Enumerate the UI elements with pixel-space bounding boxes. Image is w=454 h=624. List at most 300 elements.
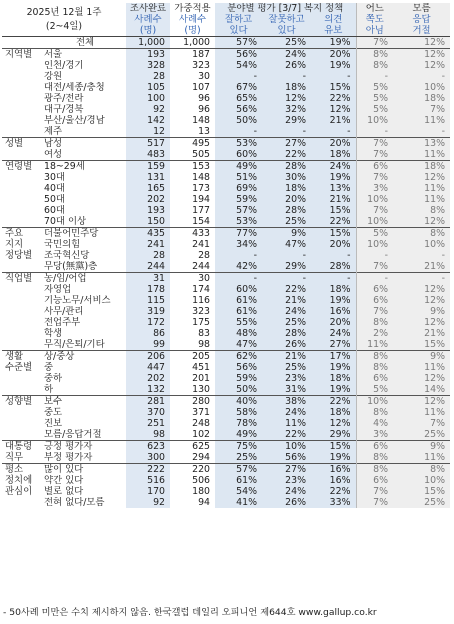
cell-n: 172 — [126, 317, 170, 328]
cell-dk: 11% — [393, 194, 450, 205]
table-row — [2, 104, 450, 115]
cell-dk: 12% — [393, 295, 450, 306]
cell-bad: 47% — [262, 239, 311, 250]
cell-w: 323 — [192, 306, 211, 317]
cell-good: 67% — [215, 82, 262, 93]
cell-w: 148 — [192, 115, 211, 126]
row-label: 조국혁신당 — [44, 250, 90, 261]
row-label: 학생 — [44, 328, 63, 339]
cell-n: 516 — [126, 475, 170, 486]
cell-mix: 4% — [356, 418, 393, 429]
row-label: 전혀 없다/모름 — [44, 497, 105, 508]
cell-bad: 22% — [262, 429, 311, 441]
cell-mix: 7% — [356, 138, 393, 150]
cell-bad: 21% — [262, 295, 311, 306]
cell-n: 178 — [126, 284, 170, 295]
row-label: 전업주부 — [44, 317, 81, 328]
cell-dk: 18% — [393, 93, 450, 104]
cell-good: 77% — [215, 228, 262, 240]
row-label: 70대 이상 — [44, 216, 87, 227]
col-good: 잘하고 — [215, 14, 262, 25]
cell-n: 28 — [126, 71, 170, 82]
col-survey-n: (명) — [126, 25, 170, 37]
cell-mix: 6% — [356, 373, 393, 384]
cell-mix: 11% — [356, 339, 393, 351]
cell-n: 100 — [126, 93, 170, 104]
cell-good: 57% — [215, 37, 262, 49]
col-dk-2: 응답 — [393, 14, 450, 25]
survey-dates: (2~4일) — [45, 20, 83, 32]
cell-n: 222 — [126, 464, 170, 476]
row-label: 강원 — [44, 71, 63, 82]
row-label: 부산/울산/경남 — [44, 115, 105, 126]
cell-dk: 12% — [393, 216, 450, 228]
table-row — [2, 396, 450, 408]
cell-res: 19% — [311, 60, 356, 71]
cell-bad: 28% — [262, 328, 311, 339]
cell-n: 202 — [126, 194, 170, 205]
col-weight-n: (명) — [170, 25, 215, 37]
cell-w: 28 — [198, 250, 211, 261]
cell-n: 447 — [126, 362, 170, 373]
cell-w: 94 — [198, 497, 211, 508]
group-label — [2, 37, 42, 49]
cell-bad: - — [262, 273, 311, 285]
row-label: 전체 — [42, 37, 126, 49]
cell-n: 193 — [126, 49, 170, 61]
cell-good: 34% — [215, 239, 262, 250]
cell-w: 30 — [198, 71, 211, 82]
cell-good: 49% — [215, 161, 262, 173]
cell-w: 96 — [198, 93, 211, 104]
cell-bad: 12% — [262, 93, 311, 104]
cell-res: 19% — [311, 452, 356, 464]
cell-mix: - — [356, 250, 393, 261]
cell-dk: 11% — [393, 149, 450, 161]
col-mixed-3: 아님 — [356, 25, 393, 37]
cell-good: 75% — [215, 441, 262, 453]
row-label: 40대 — [44, 183, 65, 194]
col-good-2: 있다 — [215, 25, 262, 37]
cell-dk: 15% — [393, 486, 450, 497]
cell-good: 41% — [215, 497, 262, 508]
cell-w: 96 — [198, 104, 211, 115]
cell-mix: 7% — [356, 172, 393, 183]
group-label — [2, 464, 42, 509]
cell-mix: 5% — [356, 384, 393, 396]
group-label — [2, 441, 42, 464]
table-row — [2, 126, 450, 138]
cell-good: - — [215, 273, 262, 285]
group-label-line: 지역별 — [5, 49, 33, 60]
cell-res: 22% — [311, 93, 356, 104]
footnote: - 50사례 미만은 수치 제시하지 않음. 한국갤럽 데일리 오피니언 제644호 www.gallup.co.kr — [3, 607, 377, 618]
row-label: 중하 — [44, 373, 63, 384]
row-label: 부정 평가자 — [44, 452, 93, 463]
cell-w: 244 — [192, 261, 211, 272]
cell-bad: 26% — [262, 60, 311, 71]
cell-mix: 5% — [356, 228, 393, 240]
cell-n: 193 — [126, 205, 170, 216]
cell-n: 28 — [126, 250, 170, 261]
group-label-line: 직업별 — [5, 273, 33, 284]
cell-n: 319 — [126, 306, 170, 317]
cell-n: 98 — [126, 429, 170, 441]
cell-mix: 7% — [356, 497, 393, 508]
cell-bad: 23% — [262, 475, 311, 486]
col-mixed-2: 쪽도 — [356, 14, 393, 25]
col-weighted-count: 가중적용 — [174, 3, 211, 14]
row-label: 하 — [44, 384, 54, 395]
cell-w: 371 — [192, 407, 211, 418]
group-label — [2, 49, 42, 138]
col-mixed: 어느 — [356, 3, 393, 14]
cell-good: 65% — [215, 93, 262, 104]
row-label: 30대 — [44, 172, 65, 183]
cell-w: 30 — [170, 273, 215, 285]
results-table — [2, 3, 450, 508]
cell-n: 251 — [126, 418, 170, 429]
table-row — [2, 216, 450, 228]
table-row — [2, 306, 450, 317]
cell-dk: 18% — [393, 161, 450, 173]
cell-bad: 26% — [262, 339, 311, 351]
row-label: 보수 — [42, 396, 126, 408]
row-label: 무직/은퇴/기타 — [44, 339, 105, 350]
table-row — [2, 172, 450, 183]
cell-res: 21% — [311, 194, 356, 205]
cell-mix: 7% — [356, 149, 393, 161]
cell-good: 61% — [215, 475, 262, 486]
cell-res: 15% — [311, 441, 356, 453]
cell-dk: 9% — [393, 351, 450, 363]
cell-dk: - — [393, 250, 450, 261]
group-label-line: 생활 — [5, 351, 24, 362]
group-label — [2, 273, 42, 351]
cell-good: 50% — [215, 115, 262, 126]
cell-bad: 18% — [262, 183, 311, 194]
group-label-line: 정당별 — [5, 250, 33, 261]
cell-res: 15% — [311, 205, 356, 216]
cell-good: 78% — [215, 418, 262, 429]
table-row — [2, 452, 450, 464]
row-label: 광주/전라 — [44, 93, 84, 104]
cell-res: 20% — [311, 138, 356, 150]
cell-mix: 10% — [356, 396, 393, 408]
cell-res: 29% — [311, 429, 356, 441]
table-row — [2, 93, 450, 104]
row-label: 60대 — [44, 205, 65, 216]
cell-mix: 6% — [356, 284, 393, 295]
cell-dk: 21% — [393, 261, 450, 273]
table-row — [2, 261, 450, 273]
cell-dk: 11% — [393, 115, 450, 126]
cell-dk: - — [393, 273, 450, 285]
cell-mix: - — [356, 71, 393, 82]
cell-w: 241 — [192, 239, 211, 250]
group-label-line: 지지 — [5, 239, 24, 250]
cell-bad: 27% — [262, 138, 311, 150]
cell-mix: 5% — [356, 104, 393, 115]
cell-dk: 12% — [393, 373, 450, 384]
cell-n: 328 — [126, 60, 170, 71]
cell-bad: 31% — [262, 384, 311, 396]
row-label: 약간 있다 — [44, 475, 84, 486]
cell-good: 54% — [215, 60, 262, 71]
cell-dk: 9% — [393, 441, 450, 453]
table-row — [2, 228, 450, 240]
group-label-line: 관심이 — [5, 486, 33, 497]
table-row — [2, 497, 450, 508]
cell-res: 19% — [311, 172, 356, 183]
cell-res: 24% — [311, 161, 356, 173]
cell-bad: 9% — [262, 228, 311, 240]
cell-mix: 8% — [356, 362, 393, 373]
cell-bad: 29% — [262, 261, 311, 273]
cell-dk: - — [393, 126, 450, 138]
group-label-line: 성향별 — [5, 396, 33, 407]
cell-dk: 8% — [393, 464, 450, 476]
table-body — [2, 37, 450, 509]
row-label: 기능노무/서비스 — [44, 295, 111, 306]
cell-n: 170 — [126, 486, 170, 497]
table-row — [2, 384, 450, 396]
table-header — [2, 3, 450, 37]
cell-dk: 11% — [393, 362, 450, 373]
cell-w: 148 — [192, 172, 211, 183]
cell-w: 433 — [170, 228, 215, 240]
cell-res: 15% — [311, 228, 356, 240]
row-label: 긍정 평가자 — [42, 441, 126, 453]
cell-bad: 11% — [262, 418, 311, 429]
cell-good: 42% — [215, 261, 262, 273]
cell-bad: 26% — [262, 497, 311, 508]
table-row — [2, 339, 450, 351]
cell-dk: 13% — [393, 138, 450, 150]
cell-good: - — [215, 71, 262, 82]
cell-good: 54% — [215, 486, 262, 497]
cell-res: 20% — [311, 49, 356, 61]
group-label-line: 수준별 — [5, 362, 33, 373]
table-row — [2, 441, 450, 453]
cell-mix: - — [356, 126, 393, 138]
cell-n: 92 — [126, 104, 170, 115]
cell-good: 61% — [215, 306, 262, 317]
cell-mix: 3% — [356, 429, 393, 441]
cell-bad: - — [262, 126, 311, 138]
cell-w: 130 — [192, 384, 211, 395]
table-row — [2, 475, 450, 486]
row-label: 상/중상 — [42, 351, 126, 363]
col-bad: 잘못하고 — [262, 14, 311, 25]
cell-dk: 11% — [393, 407, 450, 418]
cell-good: 59% — [215, 373, 262, 384]
row-label: 18~29세 — [42, 161, 126, 173]
table-row — [2, 60, 450, 71]
cell-w: 13 — [198, 126, 211, 137]
table-row — [2, 183, 450, 194]
cell-mix: 6% — [356, 475, 393, 486]
cell-mix: 5% — [356, 93, 393, 104]
table-row — [2, 407, 450, 418]
cell-dk: 12% — [393, 60, 450, 71]
cell-n: 244 — [126, 261, 170, 273]
table-row — [2, 284, 450, 295]
group-label-line: 직무 — [5, 452, 24, 463]
cell-bad: 22% — [262, 149, 311, 161]
table-row — [2, 82, 450, 93]
cell-mix: 10% — [356, 239, 393, 250]
cell-n: 12 — [126, 126, 170, 138]
cell-mix: 8% — [356, 351, 393, 363]
table-row — [2, 464, 450, 476]
cell-res: 22% — [311, 486, 356, 497]
cell-n: 370 — [126, 407, 170, 418]
cell-mix: 3% — [356, 183, 393, 194]
group-label — [2, 138, 42, 161]
cell-n: 105 — [126, 82, 170, 93]
cell-bad: 18% — [262, 82, 311, 93]
cell-res: 21% — [311, 115, 356, 126]
row-label: 더불어민주당 — [42, 228, 126, 240]
cell-bad: 25% — [262, 317, 311, 328]
table-row — [2, 205, 450, 216]
cell-n: 435 — [126, 228, 170, 240]
policy-title: 분야별 평가 [3/7] 복지 정책 — [215, 3, 356, 14]
cell-w: 83 — [198, 328, 211, 339]
cell-bad: 38% — [262, 396, 311, 408]
cell-n: 300 — [126, 452, 170, 464]
cell-mix: 8% — [356, 452, 393, 464]
table-row — [2, 250, 450, 261]
cell-w: 280 — [170, 396, 215, 408]
cell-res: 28% — [311, 261, 356, 273]
cell-n: 99 — [126, 339, 170, 351]
row-label: 많이 있다 — [42, 464, 126, 476]
group-label — [2, 228, 42, 273]
cell-n: 206 — [126, 351, 170, 363]
cell-n: 202 — [126, 373, 170, 384]
cell-dk: 12% — [393, 49, 450, 61]
table-row — [2, 194, 450, 205]
cell-bad: 56% — [262, 452, 311, 464]
table-row — [2, 317, 450, 328]
cell-res: 19% — [311, 362, 356, 373]
cell-w: 625 — [170, 441, 215, 453]
cell-bad: 23% — [262, 373, 311, 384]
cell-res: 20% — [311, 317, 356, 328]
cell-res: 15% — [311, 82, 356, 93]
row-label: 남성 — [42, 138, 126, 150]
table-row — [2, 71, 450, 82]
cell-res: 20% — [311, 239, 356, 250]
cell-good: 60% — [215, 284, 262, 295]
cell-res: 19% — [311, 384, 356, 396]
group-label-line: 주요 — [5, 228, 24, 239]
group-label — [2, 396, 42, 441]
cell-w: 205 — [170, 351, 215, 363]
cell-w: 98 — [198, 339, 211, 350]
cell-n: 159 — [126, 161, 170, 173]
cell-good: 51% — [215, 172, 262, 183]
cell-good: 56% — [215, 49, 262, 61]
cell-bad: 24% — [262, 407, 311, 418]
cell-bad: 20% — [262, 194, 311, 205]
cell-n: 86 — [126, 328, 170, 339]
cell-res: 18% — [311, 373, 356, 384]
cell-mix: 8% — [356, 49, 393, 61]
cell-w: 194 — [192, 194, 211, 205]
cell-res: 19% — [311, 295, 356, 306]
cell-res: 18% — [311, 149, 356, 161]
cell-dk: 10% — [393, 475, 450, 486]
row-label: 서울 — [42, 49, 126, 61]
cell-n: 132 — [126, 384, 170, 396]
cell-good: 48% — [215, 328, 262, 339]
table-row — [2, 328, 450, 339]
row-label: 50대 — [44, 194, 65, 205]
col-bad-2: 있다 — [262, 25, 311, 37]
cell-bad: 28% — [262, 205, 311, 216]
cell-res: 22% — [311, 216, 356, 228]
cell-n: 115 — [126, 295, 170, 306]
cell-dk: 12% — [393, 37, 450, 49]
cell-mix: 7% — [356, 261, 393, 273]
cell-bad: 25% — [262, 362, 311, 373]
cell-n: 281 — [126, 396, 170, 408]
group-label-line: 성별 — [5, 138, 24, 149]
cell-good: 50% — [215, 384, 262, 396]
cell-w: 187 — [170, 49, 215, 61]
cell-good: 62% — [215, 351, 262, 363]
cell-mix: 6% — [356, 161, 393, 173]
cell-bad: - — [262, 250, 311, 261]
cell-dk: 10% — [393, 239, 450, 250]
cell-w: 248 — [192, 418, 211, 429]
cell-res: 17% — [311, 351, 356, 363]
cell-res: 19% — [311, 37, 356, 49]
cell-dk: 11% — [393, 452, 450, 464]
group-label-line: 연령별 — [5, 161, 33, 172]
cell-good: 60% — [215, 149, 262, 161]
cell-mix: 10% — [356, 115, 393, 126]
col-survey-unit: 사례수 — [126, 14, 170, 25]
cell-dk: 9% — [393, 306, 450, 317]
cell-mix: 7% — [356, 306, 393, 317]
row-label: 여성 — [44, 149, 63, 160]
cell-res: 12% — [311, 418, 356, 429]
table-row — [2, 486, 450, 497]
table-row — [2, 351, 450, 363]
cell-n: 483 — [126, 149, 170, 161]
row-label: 국민의힘 — [44, 239, 81, 250]
cell-good: 69% — [215, 183, 262, 194]
cell-res: 33% — [311, 497, 356, 508]
cell-dk: 12% — [393, 284, 450, 295]
cell-n: 92 — [126, 497, 170, 508]
table-row — [2, 138, 450, 150]
cell-dk: 8% — [393, 205, 450, 216]
cell-dk: 12% — [393, 317, 450, 328]
cell-n: 623 — [126, 441, 170, 453]
cell-dk: 10% — [393, 82, 450, 93]
cell-good: 57% — [215, 205, 262, 216]
cell-dk: 12% — [393, 396, 450, 408]
cell-w: 451 — [192, 362, 211, 373]
row-label: 모름/응답거절 — [44, 429, 102, 440]
cell-bad: - — [262, 71, 311, 82]
cell-dk: 11% — [393, 183, 450, 194]
